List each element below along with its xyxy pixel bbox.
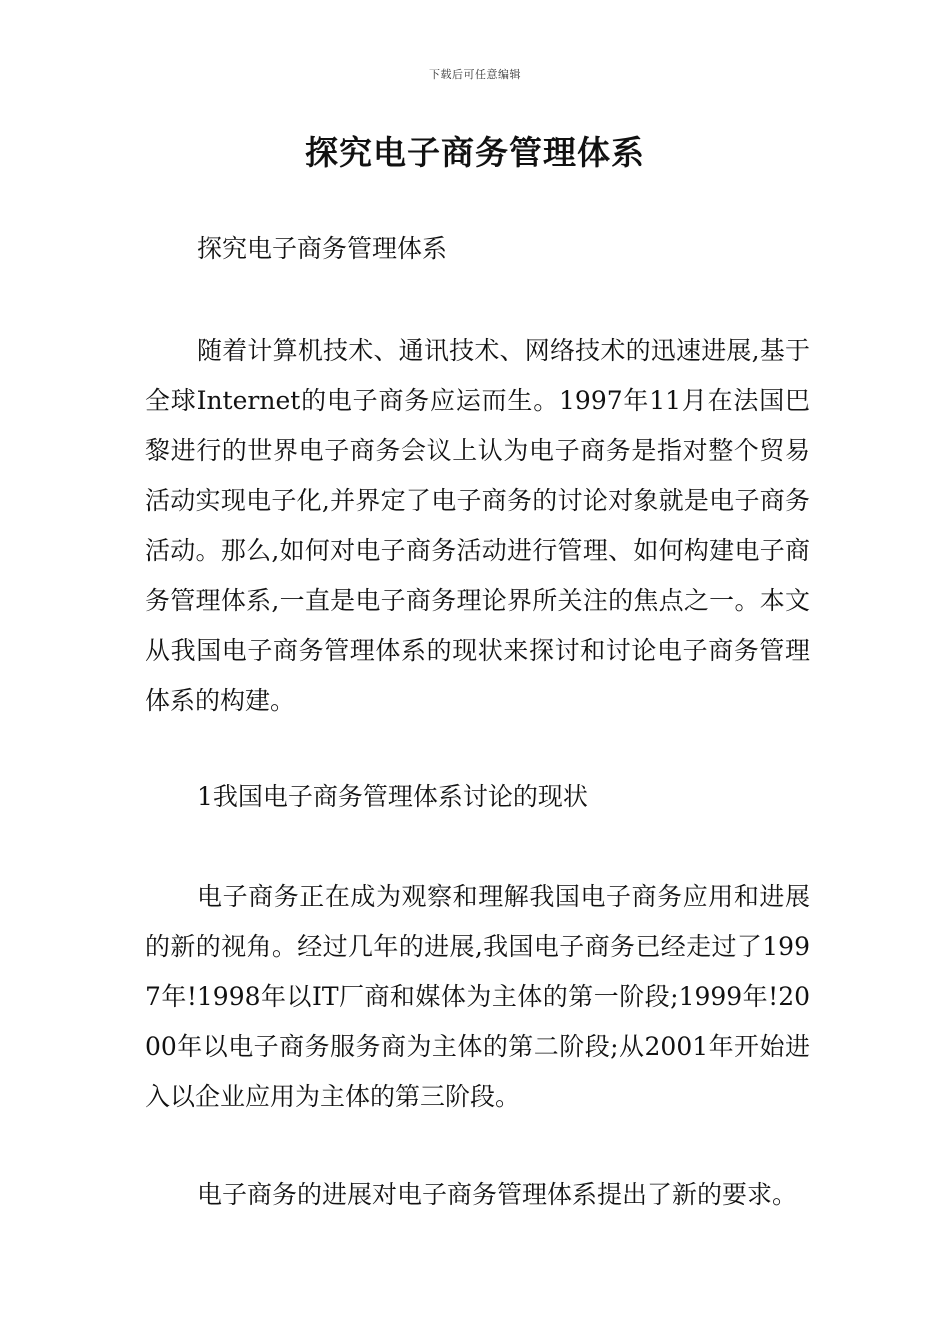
section-heading: 1我国电子商务管理体系讨论的现状 [197,782,588,811]
intro-paragraph: 随着计算机技术、通讯技术、网络技术的迅速进展,基于全球Internet的电子商务应运而生。1997年11月在法国巴黎进行的世界电子商务会议上认为电子商务是指对整个贸易活动实现电子化,并界定了电子商务的讨论对象就是电子商务活动。那么,如何对电子商务活动进行管理、如何构建电子商务管理体系,一直是电子商务理论界所关注的焦点之一。本文从我国电子商务管理体系的现状来探讨和讨论电子商务管理体系的构建。 [145,336,810,715]
section-paragraph-2: 电子商务的进展对电子商务管理体系提出了新的要求。 [197,1180,798,1209]
section-paragraph: 电子商务正在成为观察和理解我国电子商务应用和进展的新的视角。经过几年的进展,我国电子商务已经走过了1997年!1998年以IT厂商和媒体为主体的第一阶段;1999年!2000年以电子商务服务商为主体的第二阶段;从2001年开始进入以企业应用为主体的第三阶段。 [145,882,810,1111]
header-note: 下载后可任意编辑 [429,68,521,81]
document-title: 探究电子商务管理体系 [305,133,645,172]
document-subtitle: 探究电子商务管理体系 [197,234,448,263]
